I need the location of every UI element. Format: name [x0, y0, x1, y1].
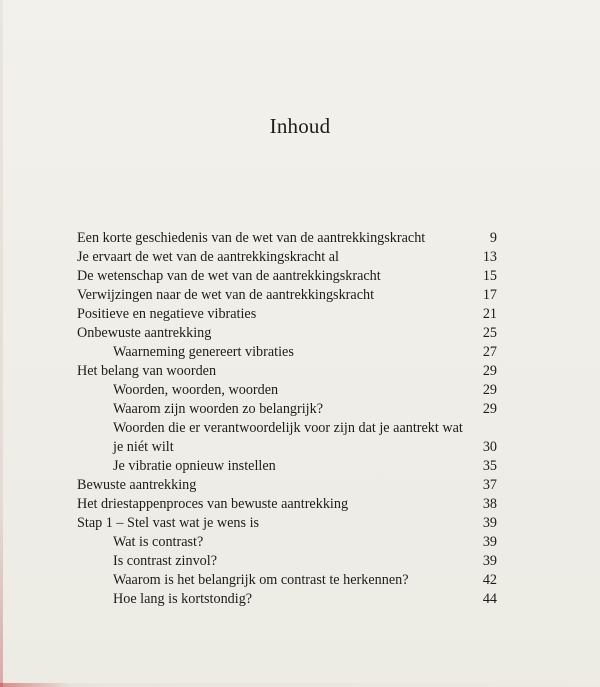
toc-entry [77, 229, 497, 248]
toc-entry-page: 21 [482, 306, 497, 322]
toc-entry-title: Wat is contrast? [113, 534, 204, 550]
toc-entry-page: 37 [482, 477, 497, 493]
toc-entry [77, 362, 497, 381]
toc-entry [77, 514, 497, 533]
toc-entry-page: 13 [482, 249, 497, 265]
toc-entry-page: 29 [482, 401, 497, 417]
page-title: Inhoud [269, 114, 331, 138]
toc-entry-title: De wetenschap van de wet van de aantrekkingskracht [77, 268, 381, 284]
toc-entry-page: 39 [482, 515, 497, 531]
toc-entry-title: Bewuste aantrekking [77, 477, 197, 493]
toc-subentry [77, 533, 497, 552]
toc-subentry [77, 343, 497, 362]
toc-entry-page: 30 [482, 439, 497, 455]
toc-entry-title: Is contrast zinvol? [113, 553, 218, 569]
toc-entry-title: Waarneming genereert vibraties [113, 344, 294, 360]
toc-entry [77, 286, 497, 305]
toc-entry-title: Positieve en negatieve vibraties [77, 306, 257, 322]
toc-subentry [77, 590, 497, 609]
toc-entry-title: Onbewuste aantrekking [77, 325, 212, 341]
page-bottom-edge [0, 683, 600, 687]
toc-entry-page: 29 [482, 382, 497, 398]
toc-entry-title: Woorden die er verantwoordelijk voor zijn dat je aantrekt wat je niét wilt [113, 420, 463, 455]
toc-entry-page: 15 [482, 268, 497, 284]
toc-subentry [77, 381, 497, 400]
toc-entry-page: 39 [482, 553, 497, 569]
toc-entry [77, 495, 497, 514]
toc-entry-page: 39 [482, 534, 497, 550]
toc-entry-page: 35 [482, 458, 497, 474]
table-of-contents [77, 229, 497, 609]
toc-entry-title: Hoe lang is kortstondig? [113, 591, 253, 607]
toc-entry [77, 267, 497, 286]
toc-entry-title: Je ervaart de wet van de aantrekkingskracht al [77, 249, 339, 265]
toc-entry [77, 248, 497, 267]
toc-entry-page: 25 [482, 325, 497, 341]
toc-subentry [77, 419, 497, 457]
toc-entry-title: Woorden, woorden, woorden [113, 382, 279, 398]
toc-subentry [77, 457, 497, 476]
toc-entry-page: 9 [489, 230, 497, 246]
toc-entry-title: Het driestappenproces van bewuste aantrekking [77, 496, 349, 512]
toc-entry-page: 44 [482, 591, 497, 607]
toc-entry-page: 29 [482, 363, 497, 379]
toc-entry-title: Waarom is het belangrijk om contrast te herkennen? [113, 572, 409, 588]
toc-entry-title: Een korte geschiedenis van de wet van de aantrekkingskracht [77, 230, 426, 246]
toc-subentry [77, 400, 497, 419]
toc-entry-title: Stap 1 – Stel vast wat je wens is [77, 515, 260, 531]
toc-entry [77, 476, 497, 495]
toc-entry-page: 17 [482, 287, 497, 303]
toc-entry-page: 27 [482, 344, 497, 360]
toc-entry-title: Verwijzingen naar de wet van de aantrekkingskracht [77, 287, 375, 303]
toc-subentry [77, 552, 497, 571]
toc-entry-title: Het belang van woorden [77, 363, 217, 379]
toc-entry [77, 305, 497, 324]
toc-entry-page: 38 [482, 496, 497, 512]
toc-subentry [77, 571, 497, 590]
toc-entry-page: 42 [482, 572, 497, 588]
toc-entry-title: Waarom zijn woorden zo belangrijk? [113, 401, 324, 417]
toc-entry-title: Je vibratie opnieuw instellen [113, 458, 276, 474]
page-left-edge [0, 0, 3, 687]
toc-entry [77, 324, 497, 343]
